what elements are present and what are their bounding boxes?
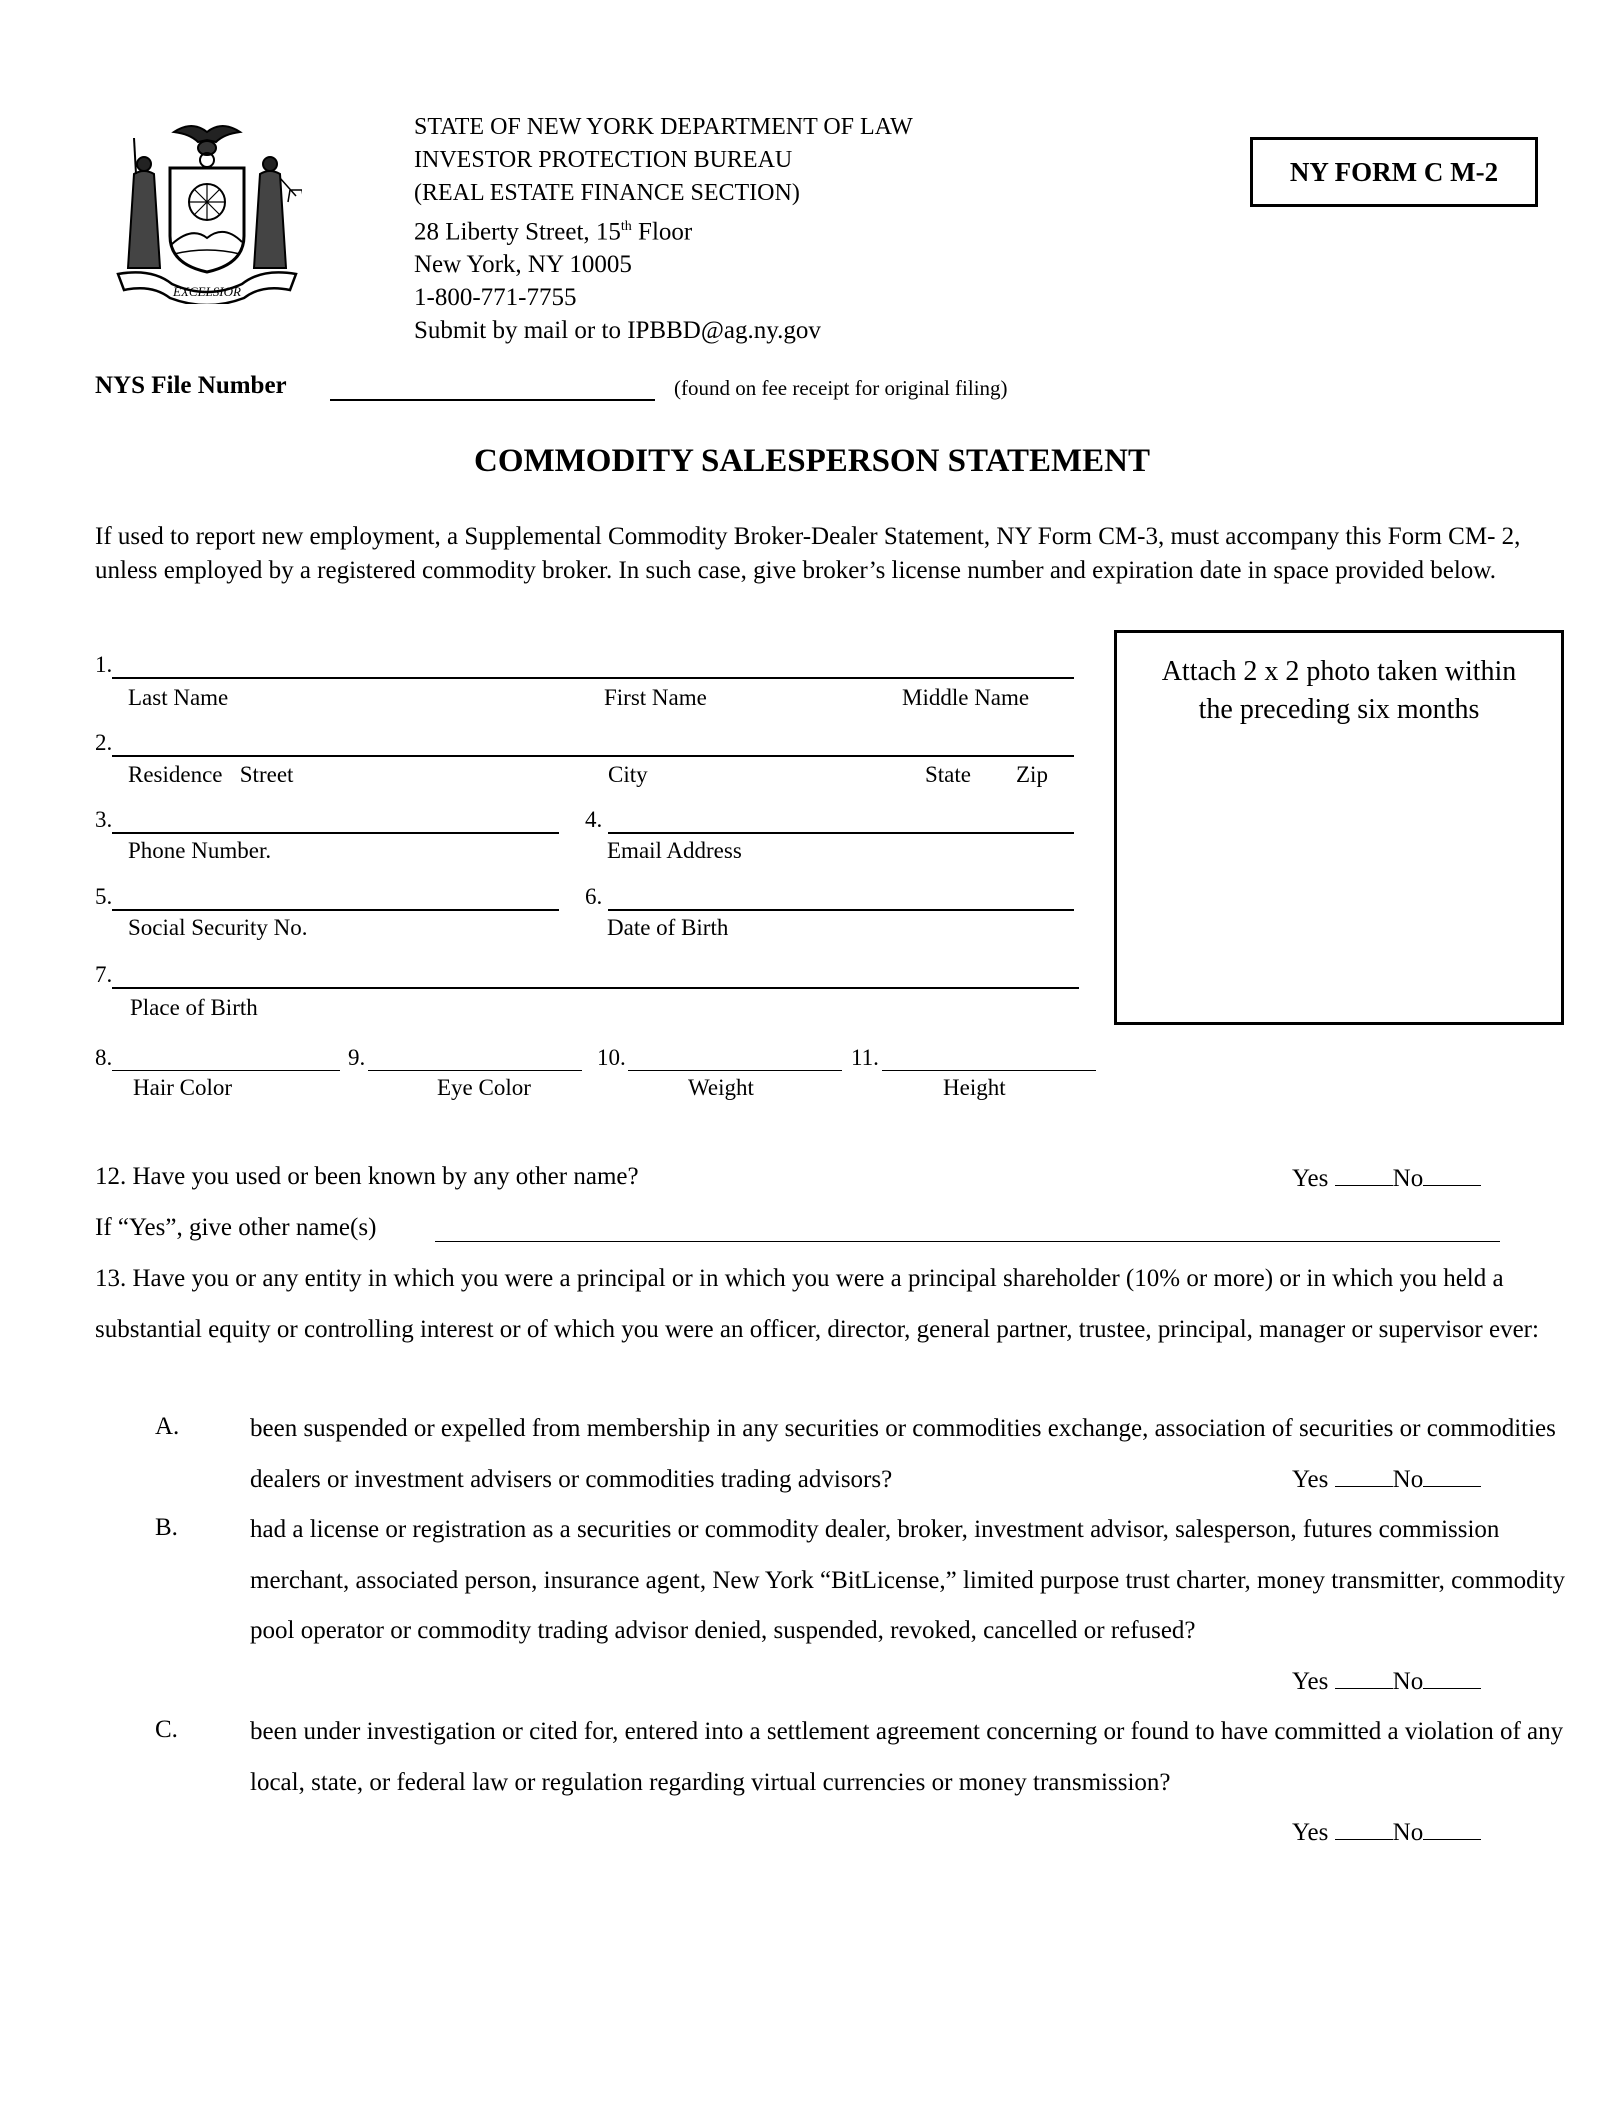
no-blank[interactable] xyxy=(1423,1464,1481,1487)
question-12: 12. Have you used or been known by any other name? xyxy=(95,1163,639,1190)
residence-field[interactable] xyxy=(112,755,1074,757)
page-title: COMMODITY SALESPERSON STATEMENT xyxy=(474,443,1150,479)
field-number: 4. xyxy=(585,807,603,832)
no-blank[interactable] xyxy=(1423,1817,1481,1840)
field-number: 7. xyxy=(95,962,113,987)
question-13b: had a license or registration as a securities or commodity dealer, broker, investment advisor, salesperson, futures commission merchant, associated person, insurance agent, New York “BitLicense,” limited purpose trust charter, money transmitter, commodity pool operator or commodity trading advisor denied, suspended, revoked, cancelled or refused? xyxy=(250,1516,1565,1644)
phone-number: 1-800-771-7755 xyxy=(414,284,577,312)
other-names-field[interactable] xyxy=(435,1241,1500,1242)
height-label: Height xyxy=(943,1075,1006,1100)
sub-question-letter: A. xyxy=(155,1413,180,1440)
form-id-badge: NY FORM C M-2 xyxy=(1250,137,1538,207)
place-of-birth-label: Place of Birth xyxy=(130,995,258,1020)
address-line: 28 Liberty Street, 15th Floor xyxy=(414,218,693,246)
phone-label: Phone Number. xyxy=(128,838,272,863)
field-number: 1. xyxy=(95,652,113,677)
yes-blank[interactable] xyxy=(1335,1163,1393,1186)
hair-color-label: Hair Color xyxy=(133,1075,233,1100)
question-12-other-label: If “Yes”, give other name(s) xyxy=(95,1214,377,1241)
field-number: 5. xyxy=(95,884,113,909)
name-field[interactable] xyxy=(112,677,1074,679)
ssn-field[interactable] xyxy=(112,909,559,911)
question-13c: been under investigation or cited for, entered into a settlement agreement concerning or found to have committed a violation of any local, state, or federal law or regulation regarding virtual currencies or money transmission? xyxy=(250,1718,1564,1796)
residence-label: Residence Street xyxy=(128,762,294,787)
last-name-label: Last Name xyxy=(128,685,229,710)
submit-instructions: Submit by mail or to IPBBD@ag.ny.gov xyxy=(414,317,821,345)
yes-blank[interactable] xyxy=(1335,1666,1393,1689)
seal-motto: EXCELSIOR xyxy=(173,284,241,299)
place-of-birth-field[interactable] xyxy=(112,987,1079,989)
email-label: Email Address xyxy=(607,838,742,863)
hair-color-field[interactable] xyxy=(112,1070,340,1071)
dob-label: Date of Birth xyxy=(607,915,729,940)
dob-field[interactable] xyxy=(608,909,1074,911)
first-name-label: First Name xyxy=(604,685,707,710)
yes-no-answer: Yes No xyxy=(1292,1163,1481,1193)
zip-label: Zip xyxy=(1016,762,1048,787)
eye-color-field[interactable] xyxy=(368,1070,582,1071)
sub-question-letter: B. xyxy=(155,1514,178,1541)
field-number: 2. xyxy=(95,730,113,755)
no-blank[interactable] xyxy=(1423,1163,1481,1186)
eye-color-label: Eye Color xyxy=(437,1075,531,1100)
weight-label: Weight xyxy=(688,1075,754,1100)
photo-box: Attach 2 x 2 photo taken within the preceding six months xyxy=(1114,630,1564,1025)
file-number-note: (found on fee receipt for original filing) xyxy=(674,376,1008,400)
field-number: 11. xyxy=(851,1045,879,1070)
height-field[interactable] xyxy=(882,1070,1096,1071)
agency-header xyxy=(414,111,913,347)
city-line: New York, NY 10005 xyxy=(414,251,632,279)
city-label: City xyxy=(608,762,648,787)
state-seal-icon xyxy=(112,118,302,304)
sub-question-letter: C. xyxy=(155,1716,178,1743)
state-label: State xyxy=(925,762,971,787)
file-number-field[interactable] xyxy=(330,399,655,401)
phone-field[interactable] xyxy=(112,832,559,834)
agency-line: STATE OF NEW YORK DEPARTMENT OF LAW xyxy=(414,114,913,140)
field-number: 6. xyxy=(585,884,603,909)
email-field[interactable] xyxy=(608,832,1074,834)
yes-no-answer: Yes No xyxy=(1292,1666,1481,1696)
field-number: 8. xyxy=(95,1045,113,1070)
ssn-label: Social Security No. xyxy=(128,915,308,940)
yes-blank[interactable] xyxy=(1335,1817,1393,1840)
field-number: 10. xyxy=(597,1045,626,1070)
file-number-label: NYS File Number xyxy=(95,372,287,399)
question-13: 13. Have you or any entity in which you were a principal or in which you were a principal shareholder (10% or more) or in which you held a substantial equity or controlling interest or of which you were an officer, director, general partner, trustee, principal, manager or supervisor ever: xyxy=(95,1265,1539,1343)
question-13a: been suspended or expelled from membership in any securities or commodities exchange, association of securities or commodities dealers or investment advisers or commodities trading advisors? xyxy=(250,1415,1556,1493)
no-blank[interactable] xyxy=(1423,1666,1481,1689)
agency-line: (REAL ESTATE FINANCE SECTION) xyxy=(414,180,800,206)
middle-name-label: Middle Name xyxy=(902,685,1030,710)
weight-field[interactable] xyxy=(628,1070,842,1071)
intro-paragraph: If used to report new employment, a Supplemental Commodity Broker-Dealer Statement, NY Form CM-3, must accompany this Form CM- 2, unless employed by a registered commodity broker. In such case, give broker’s license number and expiration date in space provided below. xyxy=(95,523,1521,584)
field-number: 3. xyxy=(95,807,113,832)
field-number: 9. xyxy=(348,1045,366,1070)
agency-line: INVESTOR PROTECTION BUREAU xyxy=(414,147,793,173)
yes-no-answer: Yes No xyxy=(1292,1464,1481,1494)
yes-no-answer: Yes No xyxy=(1292,1817,1481,1847)
yes-blank[interactable] xyxy=(1335,1464,1393,1487)
